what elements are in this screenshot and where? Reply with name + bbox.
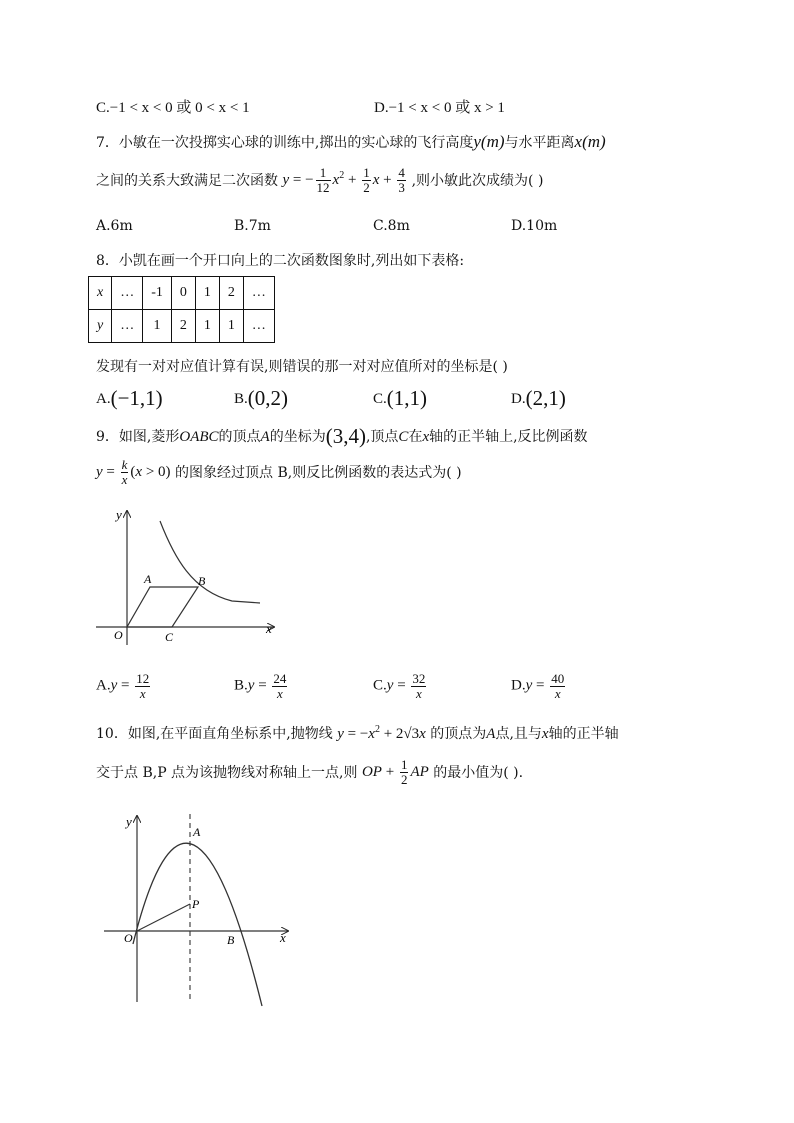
table-cell: 1 xyxy=(195,310,219,343)
q10-expression: OP + $\frac{1}{2}$ AP xyxy=(361,757,429,787)
rhombus-oabc xyxy=(127,587,198,627)
q7-option-d[interactable]: D.10m xyxy=(511,218,558,234)
table-cell: 2 xyxy=(219,277,243,310)
q8-question: 发现有一对对应值计算有误,则错误的那一对对应值所对的坐标是( ) xyxy=(96,359,508,375)
q7-option-b[interactable]: B.7m xyxy=(234,218,271,234)
label-a: A xyxy=(144,572,152,586)
q10-line1: 10．如图,在平面直角坐标系中,抛物线 $y = -x^2 + 2√3x$ 的顶点为A点,且与x轴的正半轴 xyxy=(96,724,619,742)
q8-option-b[interactable]: B.(0,2) xyxy=(234,386,289,410)
table-cell: … xyxy=(112,310,143,343)
q9-option-a[interactable]: A.y = $\frac{12}{x}$ xyxy=(96,671,150,701)
table-row xyxy=(89,310,275,343)
q7-function: y = − $\frac{1}{12}$ $x^2$ + $\frac{1}{2}$ x + $\frac{4}{3}$ xyxy=(282,165,405,195)
label-p: P xyxy=(192,897,200,911)
q6-option-c-text: −1 < x < 0 或 0 < x < 1 xyxy=(109,100,250,116)
label-c: C xyxy=(165,630,174,644)
q7-option-a[interactable]: A.6m xyxy=(96,218,133,234)
table-cell: 1 xyxy=(219,310,243,343)
q9-function: y = $\frac{k}{x}$ (x > 0) xyxy=(96,457,171,487)
table-cell: 1 xyxy=(195,277,219,310)
q9-option-d[interactable]: D.y = $\frac{40}{x}$ xyxy=(511,671,565,701)
q8-text: 8．小凯在画一个开口向上的二次函数图象时,列出如下表格: xyxy=(96,253,465,269)
label-b: B xyxy=(198,574,206,588)
q6-option-d-text: −1 < x < 0 或 x > 1 xyxy=(388,100,505,116)
q9-figure xyxy=(92,505,282,655)
table-cell: y xyxy=(89,310,112,343)
q6-option-d[interactable] xyxy=(374,96,505,117)
table-cell: 1 xyxy=(143,310,172,343)
q7-option-c[interactable]: C.8m xyxy=(373,218,410,234)
q7-x-unit: x(m) xyxy=(574,132,606,151)
q9-line2: y = $\frac{k}{x}$ (x > 0) 的图象经过顶点 B,则反比例函数的表达式为( ) xyxy=(96,457,462,487)
hyperbola-curve xyxy=(160,521,260,603)
q10-line2: 交于点 B,P 点为该抛物线对称轴上一点,则 OP + $\frac{1}{2}$ AP 的最小值为( ). xyxy=(96,757,524,787)
q8-table xyxy=(88,276,275,343)
label-a: A xyxy=(193,825,201,839)
q6-option-c[interactable] xyxy=(96,96,250,117)
table-cell: 0 xyxy=(171,277,195,310)
table-row xyxy=(89,277,275,310)
q9-line1: 9．如图,菱形OABC的顶点A的坐标为(3,4),顶点C在x轴的正半轴上,反比例函数 xyxy=(96,424,588,448)
q8-option-c[interactable]: C.(1,1) xyxy=(373,386,428,410)
parabola-curve xyxy=(133,843,262,1006)
q9-option-b[interactable]: B.y = $\frac{24}{x}$ xyxy=(234,671,287,701)
q7-line2: 之间的关系大致满足二次函数 y = − $\frac{1}{12}$ $x^2$ + $\frac{1}{2}$ x + $\frac{4}{3}$ ,则小敏此次成绩为( ) xyxy=(96,165,544,195)
q9-option-c[interactable]: C.y = $\frac{32}{x}$ xyxy=(373,671,426,701)
q6-option-d-label: D. xyxy=(374,100,389,116)
segment-op xyxy=(137,904,190,931)
q10-function: $y = -x^2 + 2√3x$ xyxy=(337,724,426,742)
q7-number: 7． xyxy=(96,135,119,151)
label-y: y xyxy=(126,814,132,829)
table-cell: x xyxy=(89,277,112,310)
label-x: x xyxy=(266,621,272,636)
q7-y-unit: y(m) xyxy=(473,132,505,151)
label-x: x xyxy=(280,930,286,945)
q8-option-d[interactable]: D.(2,1) xyxy=(511,386,566,410)
table-cell: … xyxy=(112,277,143,310)
q8-table-wrap xyxy=(88,276,275,343)
q8-option-a[interactable]: A.(−1,1) xyxy=(96,386,163,410)
table-cell: 2 xyxy=(171,310,195,343)
q10-figure xyxy=(100,810,300,1010)
table-cell: … xyxy=(243,277,274,310)
q7-line1: 7．小敏在一次投掷实心球的训练中,掷出的实心球的飞行高度y(m)与水平距离x(m) xyxy=(96,132,606,151)
label-o: O xyxy=(114,628,123,642)
q6-option-c-label: C. xyxy=(96,100,110,116)
table-cell: … xyxy=(243,310,274,343)
label-y: y xyxy=(116,507,122,522)
label-b: B xyxy=(227,933,235,947)
table-cell: -1 xyxy=(143,277,172,310)
label-o: O xyxy=(124,931,133,945)
